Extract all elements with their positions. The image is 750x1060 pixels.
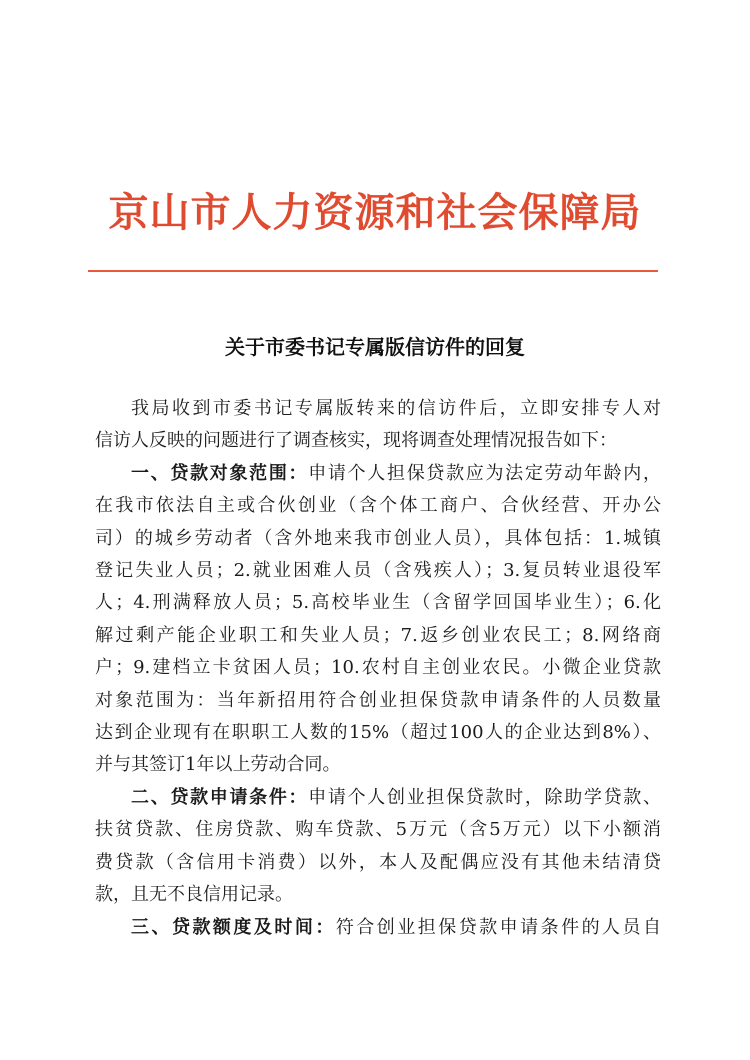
section-2-line: 扶贫贷款、住房贷款、购车贷款、5万元（含5万元）以下小额消 — [95, 819, 661, 841]
document-body — [95, 393, 661, 944]
section-1-line: 在我市依法自主或合伙创业（含个体工商户、合伙经营、开办公 — [95, 495, 661, 517]
section-1-line: 对象范围为：当年新招用符合创业担保贷款申请条件的人员数量 — [95, 689, 661, 711]
section-1-first-line — [95, 458, 661, 490]
agency-header-title: 京山市人力资源和社会保障局 — [108, 189, 642, 236]
section-2-line: 款，且无不良信用记录。 — [95, 884, 293, 906]
section-2-heading: 二、贷款申请条件： — [131, 786, 309, 808]
section-1-line: 司）的城乡劳动者（含外地来我市创业人员），具体包括：1.城镇 — [95, 527, 661, 549]
section-1-line: 登记失业人员；2.就业困难人员（含残疾人）；3.复员转业退役军 — [95, 560, 661, 582]
section-1-line: 户；9.建档立卡贫困人员；10.农村自主创业农民。小微企业贷款 — [95, 657, 661, 679]
document-title: 关于市委书记专属版信访件的回复 — [225, 335, 525, 359]
section-1-line: 达到企业现有在职职工人数的15%（超过100人的企业达到8%）、 — [95, 722, 661, 744]
section-2-line: 费贷款（含信用卡消费）以外，本人及配偶应没有其他未结清贷 — [95, 851, 661, 873]
section-2-text: 申请个人创业担保贷款时，除助学贷款、 — [308, 786, 661, 808]
section-1-text: 申请个人担保贷款应为法定劳动年龄内， — [308, 462, 661, 484]
section-2-first-line — [95, 782, 661, 814]
section-3-text: 符合创业担保贷款申请条件的人员自 — [335, 916, 661, 938]
intro-line: 我局收到市委书记专属版转来的信访件后，立即安排专人对 — [131, 398, 661, 419]
header-divider-rule — [88, 270, 658, 272]
section-1-line: 人；4.刑满释放人员；5.高校毕业生（含留学回国毕业生）；6.化 — [95, 592, 661, 614]
section-1-line: 解过剩产能企业职工和失业人员；7.返乡创业农民工；8.网络商 — [95, 624, 661, 646]
section-1-line: 并与其签订1年以上劳动合同。 — [95, 754, 341, 776]
section-1-heading: 一、贷款对象范围： — [131, 462, 309, 484]
section-3-heading: 三、贷款额度及时间： — [131, 916, 336, 938]
intro-line: 信访人反映的问题进行了调查核实，现将调查处理情况报告如下： — [95, 430, 617, 452]
section-3-first-line — [95, 912, 661, 944]
